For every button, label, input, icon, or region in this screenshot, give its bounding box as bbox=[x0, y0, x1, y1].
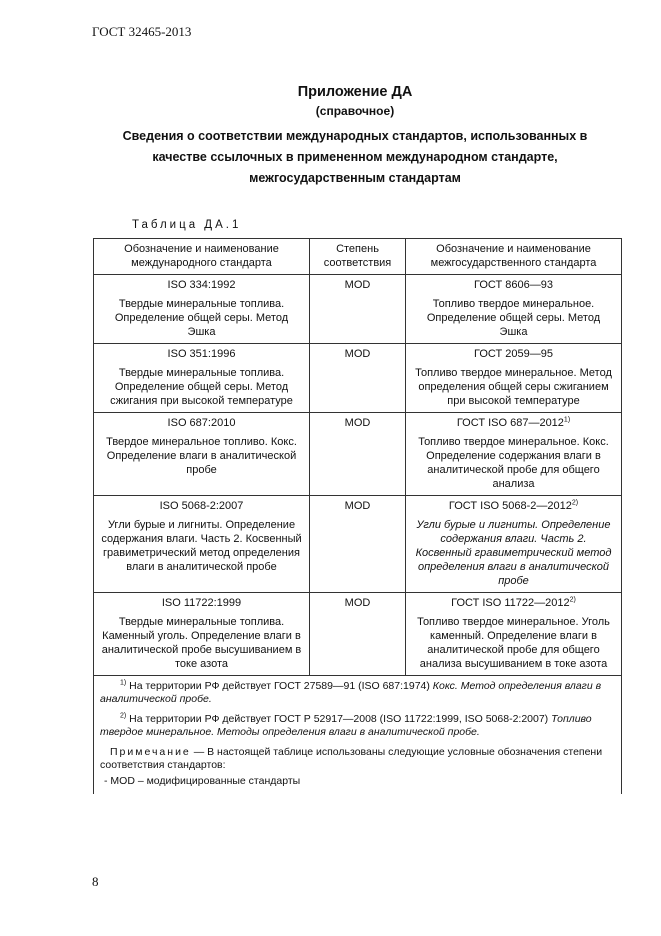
interstate-standard-cell bbox=[406, 413, 622, 496]
table-caption: Таблица ДА.1 bbox=[132, 219, 242, 231]
standard-code: ГОСТ 8606—93 bbox=[474, 279, 553, 291]
footnote-mark: 1) bbox=[120, 679, 127, 687]
intl-standard-cell bbox=[94, 275, 310, 344]
table-row bbox=[94, 496, 622, 593]
intl-standard-name: Твердые минеральные топлива. Определение общей серы. Метод Эшка bbox=[114, 298, 289, 338]
header-text: Обозначение и наименование bbox=[436, 243, 591, 255]
intl-standard-cell bbox=[94, 496, 310, 593]
interstate-standard-name: Топливо твердое минеральное. Кокс. Определение содержания влаги в аналитической пробе для общего анализа bbox=[418, 436, 609, 490]
table-note bbox=[100, 746, 615, 772]
degree-value: MOD bbox=[344, 279, 371, 291]
degree-cell bbox=[310, 275, 406, 344]
footnote bbox=[100, 713, 615, 739]
interstate-standard-name: Топливо твердое минеральное. Определение общей серы. Метод Эшка bbox=[426, 298, 601, 338]
degree-value: MOD bbox=[344, 500, 371, 512]
degree-value: MOD bbox=[344, 348, 371, 360]
interstate-standard-id bbox=[412, 278, 615, 292]
intl-standard-id: ISO 334:1992 bbox=[167, 279, 236, 291]
footnote bbox=[100, 680, 615, 706]
interstate-standard-cell bbox=[406, 496, 622, 593]
degree-value: MOD bbox=[344, 597, 371, 609]
interstate-standard-id bbox=[412, 416, 615, 430]
interstate-standard-cell bbox=[406, 275, 622, 344]
interstate-standard-name: Топливо твердое минеральное. Метод определения общей серы сжиганием при высокой температуре bbox=[415, 367, 612, 407]
degree-value: MOD bbox=[344, 417, 371, 429]
header-text: Обозначение и наименование bbox=[124, 243, 279, 255]
intl-standard-cell bbox=[94, 344, 310, 413]
note-text: — В настоящей таблице использованы следующие условные обозначения степени соответствия стандартов: bbox=[100, 746, 603, 771]
appendix-subtitle: (справочное) bbox=[315, 104, 395, 118]
table-footnotes-row bbox=[94, 676, 622, 795]
interstate-standard-id bbox=[412, 347, 615, 361]
intl-standard-name: Твердые минеральные топлива. Каменный уголь. Определение влаги в аналитической пробе высушиванием в токе азота bbox=[101, 616, 302, 670]
interstate-standard-cell bbox=[406, 344, 622, 413]
table-row bbox=[94, 413, 622, 496]
intl-standard-name: Твердое минеральное топливо. Кокс. Определение влаги в аналитической пробе bbox=[106, 436, 297, 476]
interstate-standard-name: Угли бурые и лигниты. Определение содержания влаги. Часть 2. Косвенный гравиметрический метод определения влаги в аналитической пробе bbox=[415, 519, 612, 587]
intl-standard-id: ISO 5068-2:2007 bbox=[159, 500, 244, 512]
standard-code: ГОСТ ISO 687—2012 bbox=[456, 417, 564, 429]
table-row bbox=[94, 275, 622, 344]
header-text: межгосударственного стандарта bbox=[430, 257, 597, 269]
degree-cell bbox=[310, 593, 406, 676]
standard-code: ГОСТ 2059—95 bbox=[474, 348, 553, 360]
footnotes-cell bbox=[94, 676, 622, 795]
header-intl-standard bbox=[94, 239, 310, 275]
degree-cell bbox=[310, 413, 406, 496]
footnote-text: На территории РФ действует ГОСТ 27589—91 (ISO 687:1974) bbox=[126, 680, 433, 692]
footnote-text: На территории РФ действует ГОСТ Р 52917—2008 (ISO 11722:1999, ISO 5068-2:2007) bbox=[126, 713, 552, 725]
interstate-standard-id bbox=[412, 596, 615, 610]
heading-line: Сведения о соответствии международных стандартов, использованных в bbox=[122, 129, 588, 143]
footnote-title: Кокс. Метод определения влаги в аналитической пробе. bbox=[100, 680, 602, 705]
interstate-standard-cell bbox=[406, 593, 622, 676]
intl-standard-id: ISO 351:1996 bbox=[167, 348, 236, 360]
degree-cell bbox=[310, 344, 406, 413]
footnote-title: Топливо твердое минеральное. Методы определения влаги в аналитической пробе. bbox=[100, 713, 592, 738]
section-heading bbox=[100, 126, 610, 189]
heading-line: межгосударственным стандартам bbox=[249, 171, 461, 185]
intl-standard-name: Твердые минеральные топлива. Определение общей серы. Метод сжигания при высокой температуре bbox=[110, 367, 293, 407]
header-text: Степень bbox=[336, 243, 379, 255]
intl-standard-name: Угли бурые и лигниты. Определение содержания влаги. Часть 2. Косвенный гравиметрический метод определения влаги в аналитической пробе bbox=[101, 519, 302, 573]
standard-code: ГОСТ ISO 5068-2—2012 bbox=[448, 500, 572, 512]
interstate-standard-id bbox=[412, 499, 615, 513]
interstate-standard-name: Топливо твердое минеральное. Уголь каменный. Определение влаги в аналитической пробе для общего анализа высушиванием в токе азота bbox=[417, 616, 610, 670]
intl-standard-id: ISO 687:2010 bbox=[167, 417, 236, 429]
header-text: соответствия bbox=[323, 257, 392, 269]
heading-line: качестве ссылочных в примененном международном стандарте, bbox=[152, 150, 558, 164]
standard-code: ГОСТ ISO 11722—2012 bbox=[451, 597, 570, 609]
table-header-row bbox=[94, 239, 622, 275]
footnote-mark: 2) bbox=[120, 712, 127, 720]
header-text: международного стандарта bbox=[131, 257, 272, 269]
document-header: ГОСТ 32465-2013 bbox=[92, 24, 192, 39]
header-degree bbox=[310, 239, 406, 275]
appendix-title: Приложение ДА bbox=[297, 84, 413, 100]
correspondence-table bbox=[93, 238, 622, 794]
note-item: - MOD – модифицированные стандарты bbox=[104, 775, 301, 787]
intl-standard-cell bbox=[94, 593, 310, 676]
table-row bbox=[94, 593, 622, 676]
page-number: 8 bbox=[92, 874, 99, 889]
footnote-ref: 2) bbox=[571, 499, 579, 507]
note-label: Примечание bbox=[110, 746, 191, 758]
degree-cell bbox=[310, 496, 406, 593]
intl-standard-id: ISO 11722:1999 bbox=[161, 597, 242, 609]
footnote-ref: 2) bbox=[569, 596, 576, 604]
table-row bbox=[94, 344, 622, 413]
header-interstate-standard bbox=[406, 239, 622, 275]
footnote-ref: 1) bbox=[563, 416, 571, 424]
intl-standard-cell bbox=[94, 413, 310, 496]
